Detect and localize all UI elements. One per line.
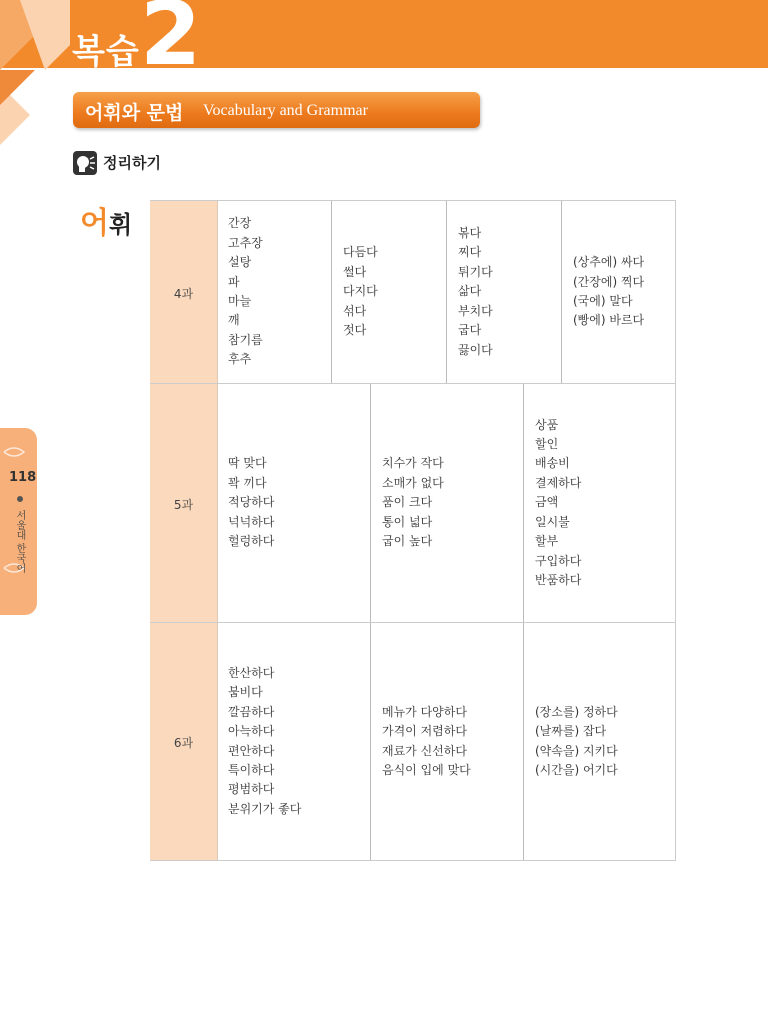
list-item: 소매가 없다 <box>382 475 444 490</box>
list-item: 재료가 신선하다 <box>382 743 467 758</box>
list-item: 딱 맞다 <box>228 456 267 471</box>
word-list <box>343 243 378 340</box>
list-item: 헐렁하다 <box>228 534 275 549</box>
table-cell <box>332 200 446 384</box>
list-item: 금액 <box>535 495 559 510</box>
lesson-label: 5과 <box>173 498 194 512</box>
speaking-head-icon <box>73 151 97 175</box>
list-item: 참기름 <box>228 332 263 347</box>
list-item: 간장 <box>228 216 252 231</box>
table-cell <box>562 200 676 384</box>
review-number: 2 <box>140 0 202 85</box>
list-item: 파 <box>228 274 240 289</box>
vocabulary-table <box>150 200 677 861</box>
list-item: 음식이 입에 맞다 <box>382 762 471 777</box>
list-item: 볶다 <box>458 226 482 241</box>
word-list <box>228 214 263 369</box>
table-cell <box>447 200 561 384</box>
list-item: 할부 <box>535 534 559 549</box>
list-item: 할인 <box>535 437 559 452</box>
list-item: 젓다 <box>343 323 367 338</box>
list-item: 깔끔하다 <box>228 704 275 719</box>
list-item: 후추 <box>228 352 252 367</box>
list-item: 아늑하다 <box>228 724 275 739</box>
word-list <box>228 664 301 819</box>
book-title: 서울대 한국어 <box>14 510 25 574</box>
list-item: 반품하다 <box>535 572 582 587</box>
section-banner <box>73 92 480 128</box>
word-list <box>458 224 493 360</box>
table-cell <box>217 622 370 861</box>
list-item: 다듬다 <box>343 245 378 260</box>
vocabulary-heading-first: 어 <box>80 206 109 241</box>
table-cell <box>524 622 676 861</box>
word-list <box>228 454 274 551</box>
list-item: 넉넉하다 <box>228 514 275 529</box>
list-item: 구입하다 <box>535 553 582 568</box>
review-title: 복습 <box>72 32 140 72</box>
list-item: 결제하다 <box>535 475 582 490</box>
word-list <box>382 703 471 781</box>
list-item: 삶다 <box>458 284 482 299</box>
list-item: 통이 넓다 <box>382 514 433 529</box>
list-item: (시간을) 어기다 <box>535 762 618 777</box>
list-item: 메뉴가 다양하다 <box>382 704 467 719</box>
list-item: (날짜를) 잡다 <box>535 724 607 739</box>
word-list <box>382 454 444 551</box>
list-item: 깨 <box>228 313 240 328</box>
list-item: 찌다 <box>458 245 482 260</box>
list-item: 일시불 <box>535 514 570 529</box>
table-cell <box>524 383 676 623</box>
list-item: (상추에) 싸다 <box>573 255 645 270</box>
vocabulary-heading <box>80 198 132 242</box>
list-item: 배송비 <box>535 456 570 471</box>
list-item: 가격이 저렴하다 <box>382 724 467 739</box>
word-list <box>535 416 581 591</box>
list-item: 설탕 <box>228 255 252 270</box>
list-item: 한산하다 <box>228 665 275 680</box>
lesson-label: 4과 <box>173 287 194 301</box>
list-item: 꽉 끼다 <box>228 475 267 490</box>
section-title-ko: 어휘와 문법 <box>85 102 184 124</box>
page-number: 118 <box>9 470 37 485</box>
list-item: 분위기가 좋다 <box>228 801 302 816</box>
list-item: (국에) 말다 <box>573 294 633 308</box>
list-item: 튀기다 <box>458 264 493 279</box>
list-item: (장소를) 정하다 <box>535 704 618 719</box>
list-item: (약속을) 지키다 <box>535 743 618 758</box>
list-item: 마늘 <box>228 294 252 308</box>
list-item: 다지다 <box>343 284 378 299</box>
vocabulary-heading-rest: 휘 <box>108 211 133 239</box>
list-item: 상품 <box>535 417 559 432</box>
word-list <box>535 703 618 781</box>
list-item: 편안하다 <box>228 743 275 758</box>
list-item: 품이 크다 <box>382 495 433 510</box>
list-item: 부치다 <box>458 303 493 318</box>
list-item: (간장에) 찍다 <box>573 274 645 289</box>
list-item: 썰다 <box>343 264 367 279</box>
list-item: 굽다 <box>458 323 482 338</box>
list-item: 끓이다 <box>458 342 493 357</box>
bullet-dot <box>17 496 23 502</box>
list-item: 고추장 <box>228 235 263 250</box>
summary-title: 정리하기 <box>103 154 161 172</box>
list-item: 적당하다 <box>228 495 275 510</box>
list-item: 특이하다 <box>228 762 275 777</box>
list-item: (빵에) 바르다 <box>573 313 645 328</box>
list-item: 섞다 <box>343 303 367 318</box>
table-cell <box>217 200 331 384</box>
table-cell <box>371 383 523 623</box>
list-item: 붐비다 <box>228 685 263 700</box>
list-item: 굽이 높다 <box>382 534 433 549</box>
word-list <box>573 253 644 331</box>
section-title-en: Vocabulary and Grammar <box>203 102 368 119</box>
list-item: 치수가 작다 <box>382 456 444 471</box>
lesson-label: 6과 <box>173 736 194 750</box>
table-cell <box>371 622 523 861</box>
table-cell <box>217 383 370 623</box>
list-item: 평범하다 <box>228 782 275 797</box>
